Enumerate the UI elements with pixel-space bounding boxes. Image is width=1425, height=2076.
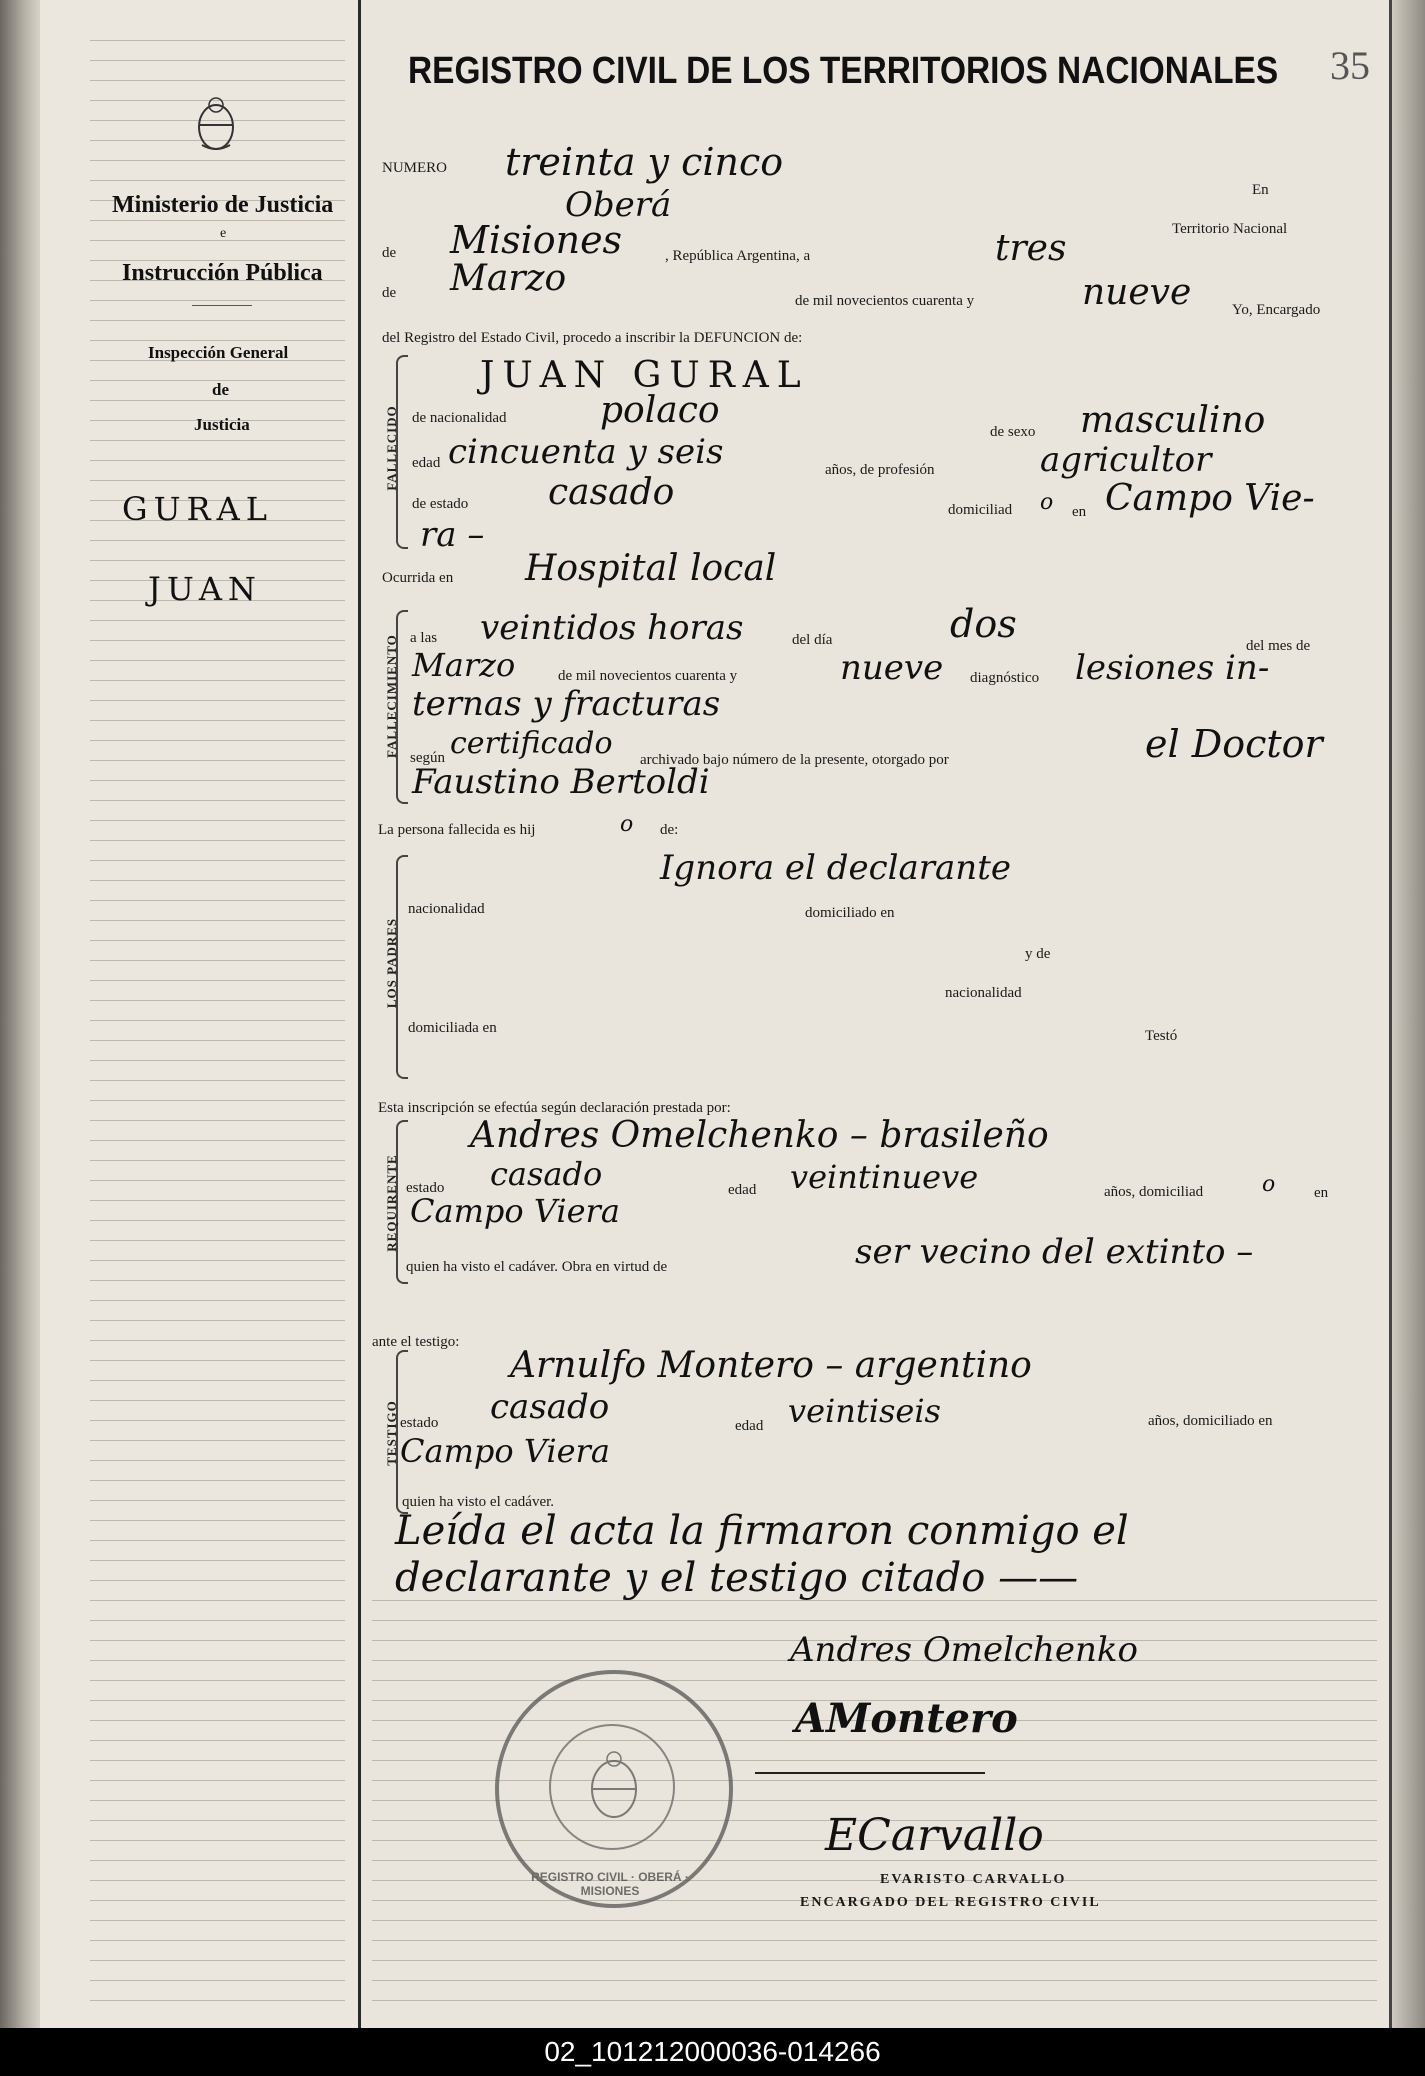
ruled-line	[90, 960, 345, 961]
ruled-line	[90, 340, 345, 341]
profesion-value: agricultor	[1040, 440, 1212, 480]
ruled-line	[90, 40, 345, 41]
ruled-line	[90, 1720, 345, 1721]
ruled-line	[90, 1880, 345, 1881]
segun-label: según	[410, 750, 445, 766]
ruled-line	[90, 1660, 345, 1661]
ruled-line	[90, 900, 345, 901]
numero-value: treinta y cinco	[505, 140, 784, 184]
dia-value: dos	[950, 602, 1017, 646]
padres-intro-de: de:	[660, 822, 679, 838]
coat-of-arms-icon	[190, 95, 242, 153]
ruled-line	[90, 1320, 345, 1321]
hora-value: veintidos horas	[480, 608, 744, 648]
sidebar-given-name: JUAN	[148, 570, 262, 608]
ocurrida-value: Hospital local	[525, 548, 777, 589]
ruled-line	[90, 1680, 345, 1681]
padres-domiciliado-label: domiciliado en	[805, 905, 895, 921]
requirente-name: Andres Omelchenko – brasileño	[470, 1115, 1049, 1156]
requirente-visto-value: ser vecino del extinto –	[855, 1232, 1254, 1272]
ruled-line	[90, 460, 345, 461]
padres-nacionalidad-label: nacionalidad	[408, 901, 485, 917]
page-edge	[1392, 0, 1425, 2028]
ruled-line	[90, 620, 345, 621]
ruled-line	[90, 2000, 345, 2001]
stamp-shield-icon	[584, 1749, 644, 1824]
hora-label: a las	[410, 630, 438, 646]
territorio-label: Territorio Nacional	[1172, 221, 1288, 237]
requirente-edad-value: veintinueve	[790, 1158, 979, 1196]
ruled-line	[90, 1340, 345, 1341]
ruled-line	[90, 240, 345, 241]
ruled-line	[90, 700, 345, 701]
ministry-line1: Ministerio de Justicia	[112, 192, 334, 218]
ministry-conj: e	[220, 226, 227, 241]
ruled-line	[90, 740, 345, 741]
intro-text: del Registro del Estado Civil, procedo a inscribir la DEFUNCION de:	[382, 330, 803, 346]
nacionalidad-label: de nacionalidad	[412, 410, 507, 426]
ruled-line	[90, 1080, 345, 1081]
ruled-line	[90, 400, 345, 401]
book-binding	[0, 0, 40, 2028]
ruled-line	[90, 300, 345, 301]
certificado-value: certificado	[450, 726, 613, 761]
ruled-line	[90, 1000, 345, 1001]
domicilio-value: Campo Vie-	[1105, 478, 1315, 519]
ruled-line	[90, 940, 345, 941]
testigo-name: Arnulfo Montero – argentino	[510, 1345, 1032, 1386]
ruled-line	[90, 860, 345, 861]
ruled-line	[90, 160, 345, 161]
requirente-domicilio-value: Campo Viera	[410, 1192, 620, 1230]
ruled-line	[90, 1740, 345, 1741]
ruled-line	[90, 1420, 345, 1421]
ruled-line	[90, 180, 345, 181]
requirente-visto-label: quien ha visto el cadáver. Obra en virtud de	[406, 1259, 668, 1275]
mes-value: Marzo	[412, 646, 516, 684]
testigo-edad-value: veintiseis	[788, 1392, 941, 1430]
ruled-line	[90, 320, 345, 321]
ruled-line	[90, 1920, 345, 1921]
year-value: nueve	[1082, 272, 1192, 313]
inspection-line2: de	[212, 380, 229, 399]
diagnostico-label: diagnóstico	[970, 670, 1040, 686]
encargado-name: EVARISTO CARVALLO	[880, 1872, 1067, 1887]
testigo-signature: AMontero	[795, 1695, 1018, 1742]
place-value: Oberá	[565, 185, 672, 225]
ruled-line	[90, 1160, 345, 1161]
requirente-edad-label: edad	[728, 1182, 757, 1198]
archivado-label: archivado bajo número de la presente, otorgado por	[640, 752, 949, 768]
nacionalidad-value: polaco	[600, 390, 720, 431]
ruled-line	[90, 640, 345, 641]
padres-testo-label: Testó	[1145, 1028, 1178, 1044]
ruled-line	[90, 60, 345, 61]
domicilio-label: domiciliad	[948, 502, 1013, 518]
declarante-signature: Andres Omelchenko	[790, 1630, 1138, 1670]
ruled-line	[90, 880, 345, 881]
ruled-line	[90, 1220, 345, 1221]
ruled-line	[90, 1940, 345, 1941]
inspection-line3: Justicia	[194, 415, 250, 434]
ruled-line	[372, 1920, 1377, 1921]
padres-label: LOS PADRES	[384, 917, 399, 1009]
ruled-line	[90, 1300, 345, 1301]
requirente-domicilio-suffix: o	[1262, 1172, 1276, 1197]
encargado-title: ENCARGADO DEL REGISTRO CIVIL	[800, 1895, 1101, 1910]
closing-line2: declarante y el testigo citado ——	[395, 1555, 1079, 1601]
ruled-line	[90, 560, 345, 561]
padres-y-de-label: y de	[1025, 946, 1051, 962]
ruled-line	[372, 1980, 1377, 1981]
padres-intro-suffix: o	[620, 812, 634, 837]
ruled-line	[90, 1960, 345, 1961]
testigo-edad-label: edad	[735, 1418, 764, 1434]
padres-intro-label: La persona fallecida es hij	[378, 822, 536, 838]
testigo-estado-value: casado	[490, 1387, 610, 1427]
ruled-line	[90, 1600, 345, 1601]
requirente-intro: Esta inscripción se efectúa según declaración prestada por:	[378, 1100, 731, 1116]
ruled-line	[90, 1800, 345, 1801]
ruled-line	[90, 680, 345, 681]
fallecimiento-year-label: de mil novecientos cuarenta y	[558, 668, 738, 684]
fallecido-name: JUAN GURAL	[480, 355, 809, 396]
ruled-line	[90, 1200, 345, 1201]
ruled-line	[90, 1840, 345, 1841]
ruled-line	[90, 1240, 345, 1241]
day-value: tres	[995, 228, 1067, 269]
ministry-line2: Instrucción Pública	[122, 260, 323, 286]
ruled-line	[90, 1540, 345, 1541]
ruled-line	[90, 1640, 345, 1641]
encargado-signature: ECarvallo	[825, 1810, 1044, 1861]
ruled-line	[372, 1620, 1377, 1621]
ruled-line	[90, 1180, 345, 1181]
ruled-line	[90, 1460, 345, 1461]
closing-line1: Leída el acta la firmaron conmigo el	[395, 1508, 1129, 1554]
year-label: de mil novecientos cuarenta y	[795, 293, 975, 309]
doctor-value2: Faustino Bertoldi	[412, 762, 710, 802]
ocurrida-label: Ocurrida en	[382, 570, 454, 586]
divider	[192, 305, 252, 306]
domicilio-cont: ra –	[420, 515, 485, 555]
encargado-label: Yo, Encargado	[1232, 302, 1321, 318]
numero-label: NUMERO	[382, 160, 448, 176]
ruled-line	[90, 1780, 345, 1781]
ruled-line	[372, 1960, 1377, 1961]
de-label-1: de	[382, 245, 397, 261]
sexo-value: masculino	[1080, 400, 1266, 441]
ruled-line	[90, 1480, 345, 1481]
profesion-label: años, de profesión	[825, 462, 935, 478]
ruled-line	[90, 660, 345, 661]
ruled-line	[90, 1260, 345, 1261]
ruled-line	[90, 1820, 345, 1821]
inspection-line1: Inspección General	[148, 343, 289, 362]
ruled-line	[90, 1100, 345, 1101]
en-label: En	[1252, 182, 1269, 198]
ruled-line	[90, 1280, 345, 1281]
doctor-value1: el Doctor	[1145, 722, 1323, 766]
republica-label: , República Argentina, a	[665, 248, 811, 264]
testigo-domicilio-value: Campo Viera	[400, 1432, 610, 1470]
fallecimiento-year-value: nueve	[840, 648, 944, 688]
requirente-label: REQUIRENTE	[384, 1154, 399, 1252]
ruled-line	[90, 1860, 345, 1861]
mes-label: del mes de	[1246, 638, 1311, 654]
domicilio-en-label: en	[1072, 504, 1087, 520]
ruled-line	[90, 1620, 345, 1621]
de-label-2: de	[382, 285, 397, 301]
ruled-line	[372, 2000, 1377, 2001]
requirente-domicilio-label: años, domiciliad	[1104, 1184, 1204, 1200]
sexo-label: de sexo	[990, 424, 1036, 440]
ruled-line	[90, 1900, 345, 1901]
dia-label: del día	[792, 632, 833, 648]
ruled-line	[90, 1040, 345, 1041]
diagnostico-value2: ternas y fracturas	[412, 684, 721, 724]
testigo-domicilio-label: años, domiciliado en	[1148, 1413, 1273, 1429]
ruled-line	[90, 800, 345, 801]
ruled-line	[90, 1560, 345, 1561]
ruled-line	[90, 1500, 345, 1501]
padres-value: Ignora el declarante	[660, 848, 1011, 888]
requirente-en-label: en	[1314, 1185, 1329, 1201]
ruled-line	[372, 1940, 1377, 1941]
testigo-estado-label: estado	[400, 1415, 439, 1431]
requirente-estado-label: estado	[406, 1180, 445, 1196]
province-value: Misiones	[450, 218, 623, 262]
ruled-line	[90, 220, 345, 221]
image-id-caption: 02_101212000036-014266	[0, 2028, 1425, 2076]
ruled-line	[90, 720, 345, 721]
edad-label: edad	[412, 455, 441, 471]
ruled-line	[90, 1580, 345, 1581]
ruled-line	[90, 1140, 345, 1141]
estado-label: de estado	[412, 496, 469, 512]
ruled-line	[90, 540, 345, 541]
stamp-text: REGISTRO CIVIL · OBERÁ · MISIONES	[531, 1870, 689, 1898]
ruled-line	[90, 1060, 345, 1061]
ruled-line	[90, 1360, 345, 1361]
ruled-line	[90, 1380, 345, 1381]
registro-civil-stamp	[495, 1670, 733, 1908]
testigo-label: TESTIGO	[384, 1400, 399, 1466]
testigo-visto-label: quien ha visto el cadáver.	[402, 1494, 555, 1510]
ruled-line	[90, 1400, 345, 1401]
estado-value: casado	[548, 472, 675, 513]
ruled-line	[90, 1760, 345, 1761]
ruled-line	[90, 780, 345, 781]
month-value: Marzo	[450, 258, 567, 299]
page-number: 35	[1330, 43, 1370, 88]
column-divider	[358, 0, 361, 2028]
ruled-line	[90, 920, 345, 921]
ruled-line	[90, 820, 345, 821]
padres-domiciliada-label: domiciliada en	[408, 1020, 497, 1036]
fallecido-label: FALLECIDO	[384, 405, 399, 491]
ruled-line	[90, 840, 345, 841]
ruled-line	[372, 1680, 1377, 1681]
domicilio-suffix: o	[1040, 490, 1054, 515]
diagnostico-value1: lesiones in-	[1075, 648, 1270, 688]
ruled-line	[90, 80, 345, 81]
ruled-line	[90, 1700, 345, 1701]
signature-underline	[755, 1772, 985, 1774]
page-title: REGISTRO CIVIL DE LOS TERRITORIOS NACIONALES	[408, 50, 1279, 92]
ruled-line	[90, 1120, 345, 1121]
ruled-line	[90, 760, 345, 761]
testigo-intro: ante el testigo:	[372, 1334, 460, 1350]
fallecimiento-label: FALLECIMIENTO	[384, 634, 399, 758]
requirente-estado-value: casado	[490, 1155, 603, 1193]
ruled-line	[90, 1440, 345, 1441]
sidebar-surname: GURAL	[122, 490, 273, 528]
ruled-line	[90, 480, 345, 481]
padres-nacionalidad2-label: nacionalidad	[945, 985, 1022, 1001]
ruled-line	[90, 1980, 345, 1981]
ruled-line	[90, 440, 345, 441]
edad-value: cincuenta y seis	[448, 432, 724, 472]
ruled-line	[90, 1520, 345, 1521]
ruled-line	[90, 1020, 345, 1021]
ruled-line	[90, 980, 345, 981]
